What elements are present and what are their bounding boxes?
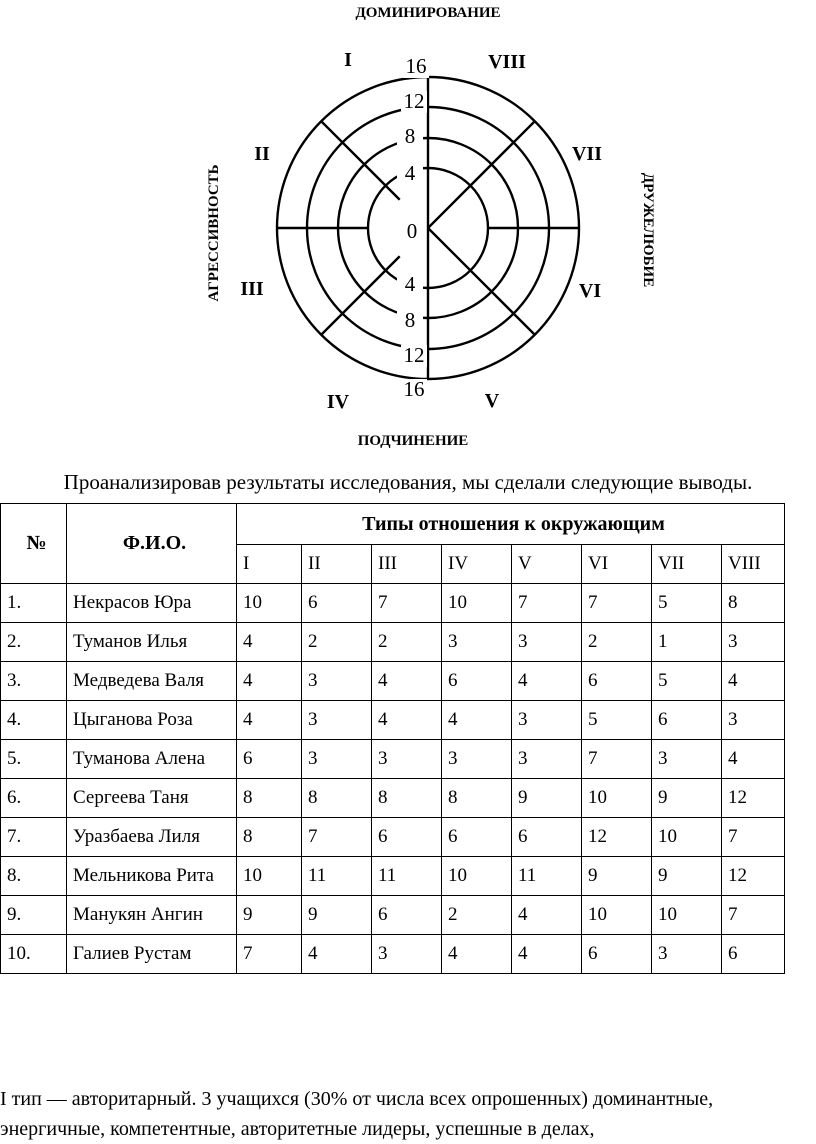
label-aggressiveness: АГРЕССИВНОСТЬ — [206, 164, 222, 302]
row-value-type-2: 4 — [302, 935, 372, 974]
row-value-type-7: 6 — [652, 701, 722, 740]
diag-lower-left — [321, 256, 399, 334]
table-row — [1, 779, 785, 818]
row-value-type-4: 6 — [442, 818, 512, 857]
row-value-type-4: 4 — [442, 701, 512, 740]
row-value-type-1: 9 — [237, 896, 302, 935]
row-value-type-1: 7 — [237, 935, 302, 974]
row-value-type-7: 10 — [652, 818, 722, 857]
row-value-type-6: 7 — [582, 740, 652, 779]
row-value-type-2: 2 — [302, 623, 372, 662]
label-friendliness: ДРУЖЕЛЮБИЕ — [640, 172, 656, 288]
row-number: 8. — [1, 857, 67, 896]
row-value-type-8: 3 — [722, 623, 785, 662]
scale-top-1: 12 — [403, 89, 425, 113]
row-value-type-3: 6 — [372, 896, 442, 935]
row-number: 9. — [1, 896, 67, 935]
scale-top-0: 16 — [405, 54, 427, 78]
row-value-type-3: 6 — [372, 818, 442, 857]
row-value-type-3: 8 — [372, 779, 442, 818]
row-value-type-6: 5 — [582, 701, 652, 740]
title-dominance: ДОМИНИРОВАНИЕ — [355, 5, 501, 21]
row-value-type-5: 4 — [512, 662, 582, 701]
octant-label-6: VI — [578, 280, 602, 302]
row-value-type-4: 3 — [442, 740, 512, 779]
row-value-type-8: 4 — [722, 740, 785, 779]
row-value-type-1: 4 — [237, 701, 302, 740]
row-value-type-6: 6 — [582, 662, 652, 701]
row-name: Сергеева Таня — [67, 779, 237, 818]
row-value-type-8: 12 — [722, 779, 785, 818]
row-value-type-4: 4 — [442, 935, 512, 974]
row-value-type-1: 6 — [237, 740, 302, 779]
row-value-type-1: 8 — [237, 818, 302, 857]
row-number: 10. — [1, 935, 67, 974]
scale-bottom-1: 8 — [404, 308, 416, 332]
row-name: Уразбаева Лиля — [67, 818, 237, 857]
row-name: Цыганова Роза — [67, 701, 237, 740]
row-value-type-6: 7 — [582, 584, 652, 623]
octant-label-8: VIII — [488, 51, 526, 73]
row-value-type-7: 5 — [652, 584, 722, 623]
row-value-type-4: 10 — [442, 584, 512, 623]
row-value-type-8: 3 — [722, 701, 785, 740]
table-row — [1, 818, 785, 857]
row-value-type-2: 3 — [302, 740, 372, 779]
row-value-type-7: 9 — [652, 779, 722, 818]
row-value-type-6: 10 — [582, 779, 652, 818]
row-value-type-6: 2 — [582, 623, 652, 662]
row-number: 6. — [1, 779, 67, 818]
row-value-type-2: 3 — [302, 701, 372, 740]
row-number: 3. — [1, 662, 67, 701]
row-value-type-1: 4 — [237, 623, 302, 662]
octant-label-2: II — [254, 143, 270, 165]
row-value-type-5: 11 — [512, 857, 582, 896]
row-value-type-5: 3 — [512, 740, 582, 779]
header-type-1: I — [237, 545, 302, 584]
leary-circle-diagram — [0, 0, 816, 465]
scale-top-3: 4 — [404, 161, 416, 185]
row-value-type-3: 2 — [372, 623, 442, 662]
header-types: Типы отношения к окружающим — [237, 504, 785, 545]
row-value-type-1: 8 — [237, 779, 302, 818]
diag-lower-right — [428, 228, 535, 335]
title-submission: ПОДЧИНЕНИЕ — [357, 433, 469, 449]
row-number: 2. — [1, 623, 67, 662]
row-name: Некрасов Юра — [67, 584, 237, 623]
row-value-type-8: 6 — [722, 935, 785, 974]
row-name: Мельникова Рита — [67, 857, 237, 896]
octant-label-7: VII — [571, 143, 603, 165]
header-type-4: IV — [442, 545, 512, 584]
header-type-8: VIII — [722, 545, 785, 584]
row-value-type-6: 9 — [582, 857, 652, 896]
row-value-type-2: 6 — [302, 584, 372, 623]
diag-upper-right — [428, 121, 535, 228]
row-value-type-5: 3 — [512, 701, 582, 740]
row-value-type-7: 1 — [652, 623, 722, 662]
caption: Проанализировав результаты исследования, мы сделали следующие выводы. — [63, 470, 753, 494]
table-row — [1, 740, 785, 779]
scale-bottom-2: 12 — [403, 343, 425, 367]
row-name: Медведева Валя — [67, 662, 237, 701]
header-name: Ф.И.О. — [67, 504, 237, 584]
row-value-type-7: 10 — [652, 896, 722, 935]
row-value-type-5: 6 — [512, 818, 582, 857]
row-value-type-5: 7 — [512, 584, 582, 623]
row-name: Туманов Илья — [67, 623, 237, 662]
row-value-type-3: 11 — [372, 857, 442, 896]
scale-bottom-3: 16 — [403, 377, 425, 401]
row-value-type-6: 6 — [582, 935, 652, 974]
scale-bottom-0: 4 — [404, 272, 416, 296]
scale-top-4: 0 — [406, 219, 418, 243]
row-value-type-3: 7 — [372, 584, 442, 623]
row-number: 1. — [1, 584, 67, 623]
header-type-7: VII — [652, 545, 722, 584]
table-row — [1, 662, 785, 701]
conclusion-paragraph: I тип — авторитарный. 3 учащихся (30% от числа всех опрошенных) доминантные, энергичные, компетентные, авторитетные лидеры, успешные в делах, — [0, 1088, 714, 1140]
row-value-type-7: 5 — [652, 662, 722, 701]
row-value-type-8: 7 — [722, 818, 785, 857]
row-value-type-4: 3 — [442, 623, 512, 662]
row-value-type-7: 3 — [652, 935, 722, 974]
scale-top-2: 8 — [404, 124, 416, 148]
row-value-type-8: 12 — [722, 857, 785, 896]
row-value-type-8: 7 — [722, 896, 785, 935]
row-value-type-3: 3 — [372, 935, 442, 974]
row-number: 7. — [1, 818, 67, 857]
row-value-type-4: 2 — [442, 896, 512, 935]
row-value-type-7: 3 — [652, 740, 722, 779]
row-value-type-8: 4 — [722, 662, 785, 701]
row-value-type-5: 3 — [512, 623, 582, 662]
row-value-type-3: 3 — [372, 740, 442, 779]
row-value-type-2: 11 — [302, 857, 372, 896]
octant-label-4: IV — [326, 391, 350, 413]
header-type-6: VI — [582, 545, 652, 584]
row-value-type-3: 4 — [372, 662, 442, 701]
table-row — [1, 935, 785, 974]
row-name: Галиев Рустам — [67, 935, 237, 974]
row-value-type-8: 8 — [722, 584, 785, 623]
row-value-type-5: 4 — [512, 896, 582, 935]
diag-upper-left — [321, 121, 399, 199]
header-type-2: II — [302, 545, 372, 584]
row-value-type-2: 3 — [302, 662, 372, 701]
row-name: Туманова Алена — [67, 740, 237, 779]
header-num: № — [1, 504, 67, 584]
row-number: 5. — [1, 740, 67, 779]
row-value-type-6: 12 — [582, 818, 652, 857]
header-type-5: V — [512, 545, 582, 584]
row-value-type-1: 4 — [237, 662, 302, 701]
results-table — [0, 503, 785, 974]
octant-label-1: I — [344, 49, 352, 71]
row-value-type-1: 10 — [237, 584, 302, 623]
row-value-type-5: 4 — [512, 935, 582, 974]
row-value-type-1: 10 — [237, 857, 302, 896]
row-value-type-3: 4 — [372, 701, 442, 740]
octant-label-3: III — [240, 278, 264, 300]
table-row — [1, 623, 785, 662]
row-value-type-2: 7 — [302, 818, 372, 857]
row-value-type-4: 10 — [442, 857, 512, 896]
row-value-type-2: 9 — [302, 896, 372, 935]
row-value-type-5: 9 — [512, 779, 582, 818]
octant-label-5: V — [484, 390, 500, 412]
table-row — [1, 857, 785, 896]
row-number: 4. — [1, 701, 67, 740]
row-value-type-4: 6 — [442, 662, 512, 701]
header-type-3: III — [372, 545, 442, 584]
row-value-type-4: 8 — [442, 779, 512, 818]
row-value-type-7: 9 — [652, 857, 722, 896]
table-row — [1, 896, 785, 935]
row-value-type-2: 8 — [302, 779, 372, 818]
table-row — [1, 584, 785, 623]
row-name: Манукян Ангин — [67, 896, 237, 935]
row-value-type-6: 10 — [582, 896, 652, 935]
table-row — [1, 701, 785, 740]
